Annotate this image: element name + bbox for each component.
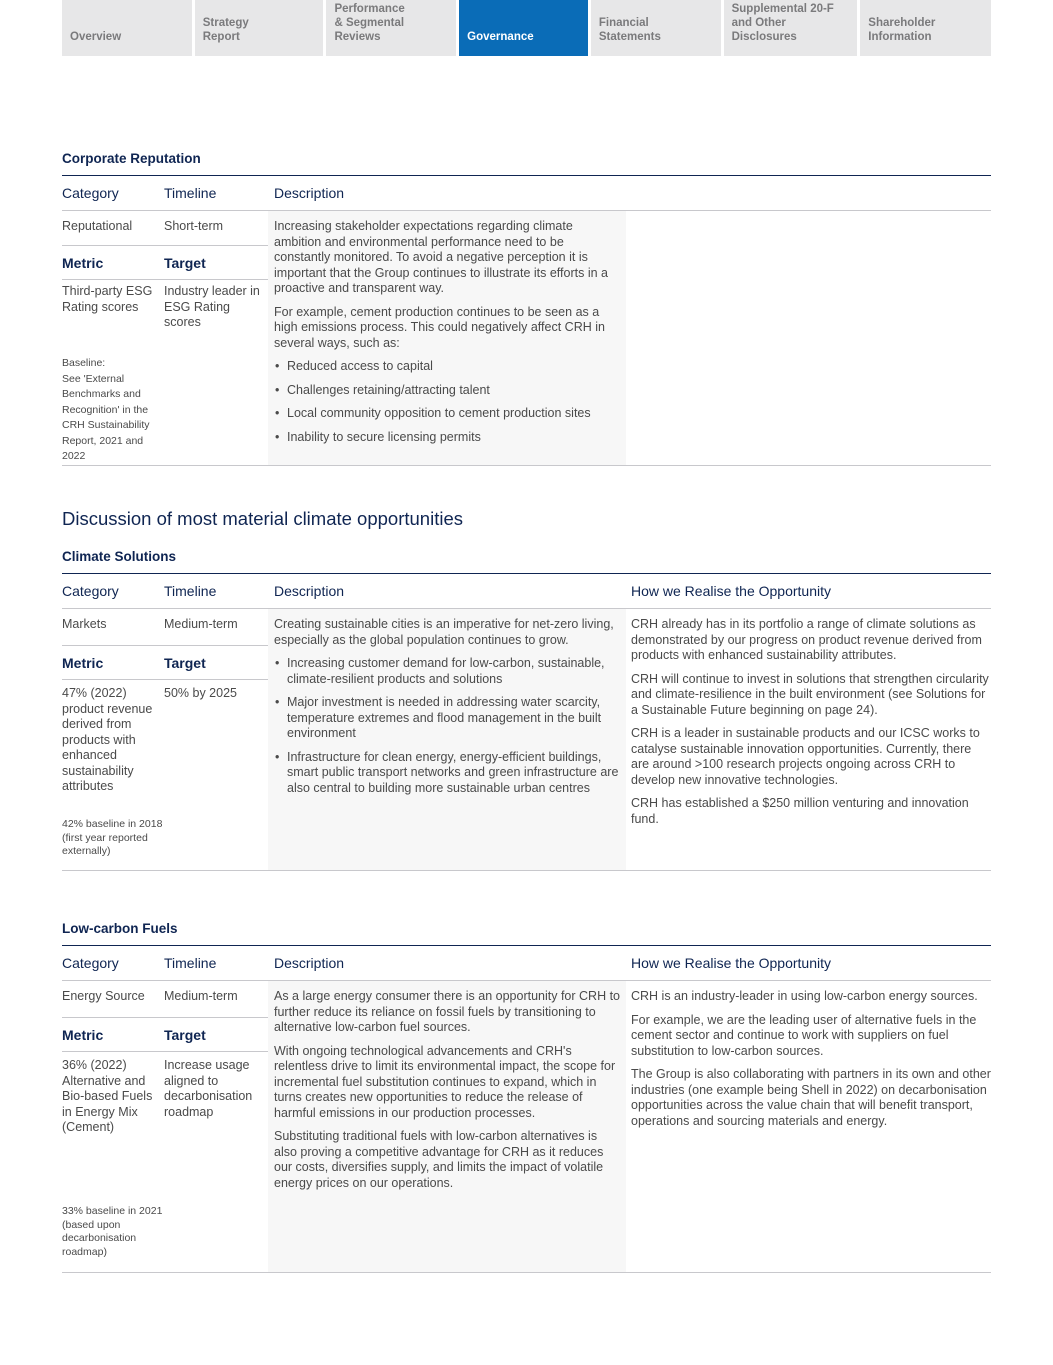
tab-governance[interactable] (459, 0, 588, 56)
baseline-note: Baseline: See 'External Benchmarks and Recognition' in the CRH Sustainability Report, 2021 and 2022 (62, 357, 150, 462)
tab-label: Financial Statements (598, 17, 661, 43)
how-block (626, 609, 991, 870)
list-item: • Challenges retaining/attracting talent (274, 383, 620, 399)
tab-label: Strategy Report (202, 17, 249, 43)
description-paragraph: Increasing stakeholder expectations regarding climate ambition and environmental performance need to be constantly monitored. To avoid a negative perception it is important that the Group continues to illustrate its efforts in a proactive and transparent way. (274, 219, 608, 295)
list-item: • Reduced access to capital (274, 359, 620, 375)
table-header (62, 946, 991, 981)
description-paragraph: With ongoing technological advancements and CRH's relentless drive to limit its environmental impact, the scope for incremental fuel substitution continues to expand, which in turns creates new opportunities to reduce the release of harmful emissions in our production processes. (274, 1043, 616, 1120)
bullet-list (274, 359, 620, 445)
reputation-table (62, 175, 991, 466)
how-paragraph: For example, we are the leading user of alternative fuels in the cement sector and continue to work with suppliers on fuel substitution to low-carbon sources. (631, 1012, 977, 1058)
baseline-note: 42% baseline in 2018 (first year reported externally) (62, 818, 163, 857)
page-heading: Discussion of most material climate opportunities (62, 508, 463, 529)
how-paragraph: CRH is an industry-leader in using low-carbon energy sources. (631, 989, 978, 1003)
left-block (62, 211, 268, 465)
metric-label: Metric (62, 654, 104, 671)
header-how: How we Realise the Opportunity (631, 955, 831, 971)
category-value: Markets (62, 617, 107, 631)
how-paragraph: CRH will continue to invest in solutions that strengthen circularity and climate-resilience in the built environment (see Solutions for a Sustainable Future beginning on page 24). (631, 671, 989, 717)
section-nav (62, 0, 991, 56)
target-label: Target (164, 1026, 206, 1043)
how-block (626, 981, 991, 1272)
list-item: • Infrastructure for clean energy, energy-efficient buildings, smart public transport networks and green infrastructure are also central to building more sustainable urban centres (274, 750, 620, 797)
timeline-value: Medium-term (164, 989, 238, 1003)
tab-shareholder-information[interactable] (860, 0, 991, 56)
description-paragraph: As a large energy consumer there is an opportunity for CRH to further reduce its reliance on fossil fuels by transitioning to alternative low-carbon fuel sources. (274, 989, 621, 1034)
left-block (62, 981, 268, 1272)
target-label: Target (164, 254, 206, 271)
description-paragraph: Substituting traditional fuels with low-carbon alternatives is also proving a competitive advantage for CRH as it reduces our costs, diversifies supply, and limits the impact of volatile energy prices on our operations. (274, 1129, 604, 1190)
header-description: Description (274, 955, 345, 971)
description-block (268, 211, 626, 465)
how-paragraph: The Group is also collaborating with partners in its own and other industries (one example being Shell in 2022) on decarbonisation opportunities across the value chain that will benefit transport, operations and sourcing materials and energy. (631, 1067, 991, 1128)
tab-label: Governance (467, 31, 534, 43)
tab-label: Overview (70, 31, 122, 43)
metric-header (62, 645, 268, 680)
description-paragraph: Creating sustainable cities is an imperative for net-zero living, especially as the global population continues to grow. (274, 617, 614, 647)
header-category: Category (62, 583, 119, 599)
tab-label: Supplemental 20-F and Other Disclosures (731, 3, 834, 43)
section-title-solutions: Climate Solutions (62, 549, 177, 564)
header-timeline: Timeline (164, 583, 217, 599)
tab-business-performance[interactable] (326, 0, 456, 56)
how-paragraph: CRH is a leader in sustainable products and our ICSC works to catalyse sustainable innovation opportunities. Currently, there are around >100 research projects ongoing across CRH to develop new innovative technologies. (631, 726, 980, 787)
header-description: Description (274, 583, 345, 599)
section-title-reputation: Corporate Reputation (62, 151, 201, 166)
target-value: Increase usage aligned to decarbonisation roadmap (164, 1058, 253, 1119)
solutions-table (62, 573, 991, 871)
list-item: • Increasing customer demand for low-carbon, sustainable, climate-resilient products and solutions (274, 656, 620, 687)
list-item: • Local community opposition to cement production sites (274, 406, 620, 422)
left-block (62, 609, 268, 870)
header-category: Category (62, 955, 119, 971)
timeline-value: Medium-term (164, 617, 238, 631)
section-title-fuels: Low-carbon Fuels (62, 921, 178, 936)
target-value: Industry leader in ESG Rating scores (164, 284, 260, 329)
header-category: Category (62, 185, 119, 201)
tab-financial-statements[interactable] (591, 0, 721, 56)
metric-label: Metric (62, 1026, 104, 1043)
tab-label: Performance & Segmental Reviews (334, 3, 405, 43)
fuels-table (62, 945, 991, 1273)
tab-strategy-report[interactable] (195, 0, 324, 56)
header-timeline: Timeline (164, 955, 217, 971)
how-paragraph: CRH already has in its portfolio a range of climate solutions as demonstrated by our progress on product revenue derived from products with enhanced sustainability attributes. (631, 617, 982, 662)
category-value: Energy Source (62, 989, 145, 1003)
description-block (268, 609, 626, 870)
metric-value: 36% (2022) Alternative and Bio-based Fuels in Energy Mix (Cement) (62, 1058, 153, 1134)
header-how: How we Realise the Opportunity (631, 583, 831, 599)
target-value: 50% by 2025 (164, 686, 237, 700)
header-description: Description (274, 185, 345, 201)
description-block (268, 981, 626, 1272)
how-paragraph: CRH has established a $250 million venturing and innovation fund. (631, 796, 969, 826)
category-value: Reputational (62, 219, 133, 233)
table-header (62, 176, 991, 211)
metric-header (62, 245, 268, 280)
metric-label: Metric (62, 254, 104, 271)
timeline-value: Short-term (164, 219, 224, 233)
tab-overview[interactable] (62, 0, 192, 56)
list-item: • Inability to secure licensing permits (274, 430, 620, 446)
description-paragraph: For example, cement production continues to be seen as a high emissions process. This could negatively affect CRH in several ways, such as: (274, 304, 605, 350)
baseline-note: 33% baseline in 2021 (based upon decarbonisation roadmap) (62, 1205, 163, 1258)
bullet-list (274, 656, 620, 796)
tab-label: Shareholder Information (868, 17, 936, 43)
tab-supplemental-20f[interactable] (724, 0, 858, 56)
metric-value: Third-party ESG Rating scores (62, 284, 153, 314)
metric-header (62, 1017, 268, 1052)
target-label: Target (164, 654, 206, 671)
metric-value: 47% (2022) product revenue derived from products with enhanced sustainability attributes (62, 686, 153, 793)
table-header (62, 574, 991, 609)
list-item: • Major investment is needed in addressing water scarcity, temperature extremes and flood management in the built environment (274, 695, 620, 742)
header-timeline: Timeline (164, 185, 217, 201)
